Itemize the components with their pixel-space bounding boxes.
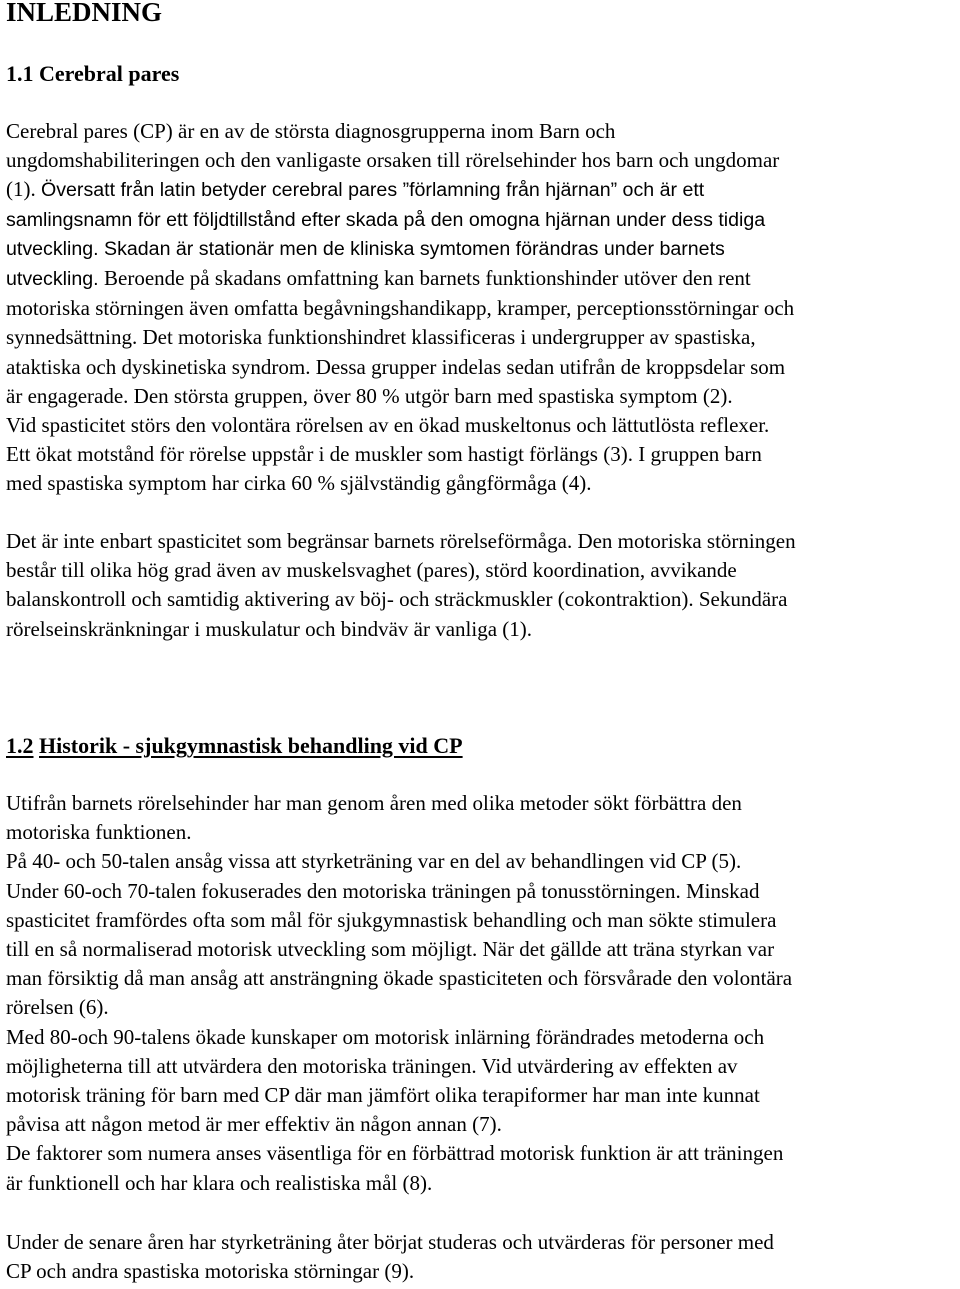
text-line: spasticitet framfördes ofta som mål för sjukgymnastisk behandling och man sökte stimulera bbox=[6, 907, 777, 932]
text-line: balanskontroll och samtidig aktivering av böj- och sträckmuskler (cokontraktion). Sekundära bbox=[6, 587, 788, 612]
text-fragment: utveckling. bbox=[6, 268, 105, 291]
section-1-title: Cerebral pares bbox=[39, 61, 180, 86]
text-line: Under de senare åren har styrketräning åter börjat studeras och utvärderas för personer med bbox=[6, 1230, 774, 1254]
section-1-heading bbox=[6, 59, 179, 88]
text-line: Det är inte enbart spasticitet som begränsar barnets rörelseförmåga. Den motoriska störningen bbox=[6, 529, 796, 553]
text-line: De faktorer som numera anses väsentliga för en förbättrad motorisk funktion är att träningen bbox=[6, 1141, 784, 1166]
text-line: motorisk träning för barn med CP där man jämfört olika terapiformer har man inte kunnat bbox=[6, 1083, 760, 1108]
text-line: består till olika hög grad även av muskelsvaghet (pares), störd koordination, avvikande bbox=[6, 558, 737, 583]
text-line: man försiktig då man ansåg att ansträngning ökade spasticiteten och försvårade den volontära bbox=[6, 966, 793, 991]
text-line: motoriska funktionen. bbox=[6, 820, 192, 845]
main-heading: INLEDNING bbox=[6, 0, 163, 27]
section-1-number: 1.1 bbox=[6, 61, 34, 86]
section-1-paragraph-2 bbox=[6, 527, 796, 644]
text-line: möjligheterna till att utvärdera den motoriska träningen. Vid utvärdering av effekten av bbox=[6, 1053, 738, 1078]
text-line: rörelsen (6). bbox=[6, 995, 109, 1020]
text-line: med spastiska symptom har cirka 60 % självständig gångförmåga (4). bbox=[6, 471, 592, 496]
text-line: CP och andra spastiska motoriska störningar (9). bbox=[6, 1259, 415, 1284]
section-2-paragraph-1 bbox=[6, 789, 792, 1198]
text-line: På 40- och 50-talen ansåg vissa att styrketräning var en del av behandlingen vid CP (5). bbox=[6, 849, 742, 874]
text-line: Under 60-och 70-talen fokuserades den motoriska träningen på tonusstörningen. Minskad bbox=[6, 878, 760, 903]
text-line: Cerebral pares (CP) är en av de största diagnosgrupperna inom Barn och bbox=[6, 119, 616, 143]
text-line: är funktionell och har klara och realistiska mål (8). bbox=[6, 1170, 433, 1195]
text-line: ungdomshabiliteringen och den vanligaste orsaken till rörelsehinder hos barn och ungdomar bbox=[6, 148, 780, 173]
text-fragment: (1). bbox=[6, 177, 41, 202]
text-line: samlingsnamn för ett följdtillstånd efter skada på den omogna hjärnan under dess tidiga bbox=[6, 208, 766, 231]
text-line: påvisa att någon metod är mer effektiv än någon annan (7). bbox=[6, 1112, 502, 1137]
text-line: Vid spasticitet störs den volontära rörelsen av en ökad muskeltonus och lättutlösta reflexer. bbox=[6, 413, 770, 438]
text-line: är engagerade. Den största gruppen, över 80 % utgör barn med spastiska symptom (2). bbox=[6, 383, 733, 408]
text-line bbox=[6, 175, 794, 205]
text-line: synnedsättning. Det motoriska funktionshindret klassificeras i undergrupper av spastiska, bbox=[6, 325, 756, 350]
text-line: motoriska störningen även omfatta begåvningshandikapp, kramper, perceptionsstörningar och bbox=[6, 296, 795, 321]
text-line: till en så normaliserad motorisk utveckling som möjligt. När det gällde att träna styrkan var bbox=[6, 937, 775, 962]
section-1-paragraph-1 bbox=[6, 117, 794, 499]
section-2-heading bbox=[6, 731, 463, 760]
text-line: Ett ökat motstånd för rörelse uppstår i de muskler som hastigt förlängs (3). I gruppen barn bbox=[6, 442, 762, 467]
section-2-number: 1.2 bbox=[6, 733, 34, 758]
text-line: Utifrån barnets rörelsehinder har man genom åren med olika metoder sökt förbättra den bbox=[6, 791, 742, 815]
text-line: ataktiska och dyskinetiska syndrom. Dessa grupper indelas sedan utifrån de kroppsdelar som bbox=[6, 354, 786, 379]
text-line bbox=[6, 264, 794, 294]
text-line: rörelseinskränkningar i muskulatur och bindväv är vanliga (1). bbox=[6, 616, 533, 641]
text-fragment: Beroende på skadans omfattning kan barnets funktionshinder utöver den rent bbox=[104, 266, 751, 291]
text-line: utveckling. Skadan är stationär men de kliniska symtomen förändras under barnets bbox=[6, 237, 725, 260]
section-2-title: Historik - sjukgymnastisk behandling vid CP bbox=[39, 733, 463, 758]
section-2-paragraph-2 bbox=[6, 1228, 774, 1286]
text-fragment: Översatt från latin betyder cerebral pares ”förlamning från hjärnan” och är ett bbox=[41, 179, 705, 202]
text-line: Med 80-och 90-talens ökade kunskaper om motorisk inlärning förändrades metoderna och bbox=[6, 1024, 765, 1049]
